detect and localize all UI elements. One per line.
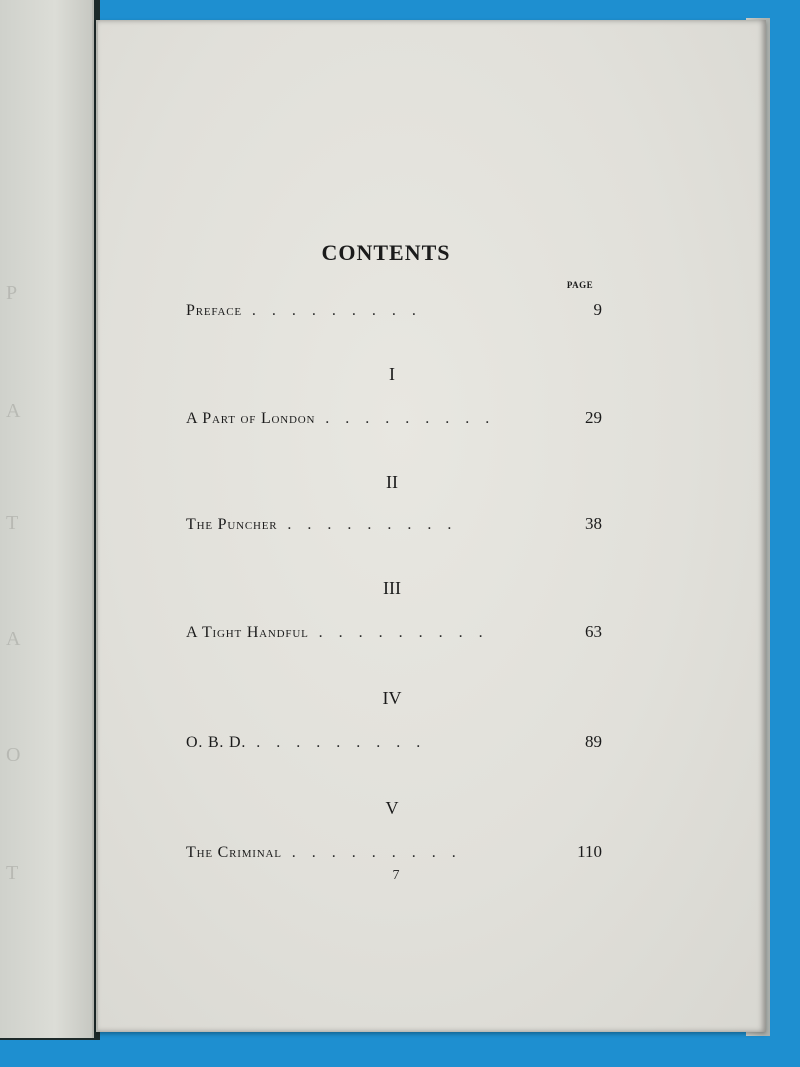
dot-leader: ......... xyxy=(287,516,468,533)
page-number: 7 xyxy=(392,868,400,883)
show-through-mark: A xyxy=(6,400,21,422)
toc-entry-page: 63 xyxy=(585,622,602,641)
toc-entry-preface xyxy=(186,300,602,324)
toc-entry-title: O. B. D. xyxy=(186,734,247,751)
chapter-numeral: IV xyxy=(382,688,402,708)
chapter-numeral: II xyxy=(386,472,398,492)
dot-leader: ......... xyxy=(291,844,472,861)
toc-entry-page: 29 xyxy=(585,408,602,427)
dot-leader: ......... xyxy=(318,624,499,641)
dot-leader: ......... xyxy=(256,734,437,751)
toc-entry-page: 110 xyxy=(577,842,602,861)
show-through-mark: O xyxy=(6,744,21,766)
toc-entry-title: Preface xyxy=(186,302,242,319)
toc-entry-page: 89 xyxy=(585,732,602,751)
show-through-mark: A xyxy=(6,628,21,650)
toc-entry-page: 38 xyxy=(585,514,602,533)
chapter-numeral: V xyxy=(385,798,399,818)
page-title: CONTENTS xyxy=(321,240,451,265)
dot-leader: ......... xyxy=(251,302,432,319)
toc-entry-chapter-1 xyxy=(186,408,602,432)
toc-entry-chapter-2 xyxy=(186,514,602,538)
toc-entry-title: The Puncher xyxy=(186,516,278,533)
toc-entry-chapter-3 xyxy=(186,622,602,646)
chapter-numeral: III xyxy=(383,578,401,598)
show-through-mark: P xyxy=(6,282,18,304)
toc-entry-title: The Criminal xyxy=(186,844,282,861)
toc-entry-chapter-5 xyxy=(186,842,602,866)
toc-entry-page: 9 xyxy=(593,300,602,319)
toc-entry-title: A Part of London xyxy=(186,410,316,427)
show-through-mark: T xyxy=(6,512,19,534)
left-page xyxy=(0,0,94,1038)
show-through-mark: T xyxy=(6,862,19,884)
toc-entry-title: A Tight Handful xyxy=(186,624,309,641)
dot-leader: ......... xyxy=(325,410,506,427)
toc-entry-chapter-4 xyxy=(186,732,602,756)
page-column-header: PAGE xyxy=(566,280,594,290)
chapter-numeral: I xyxy=(389,364,395,384)
